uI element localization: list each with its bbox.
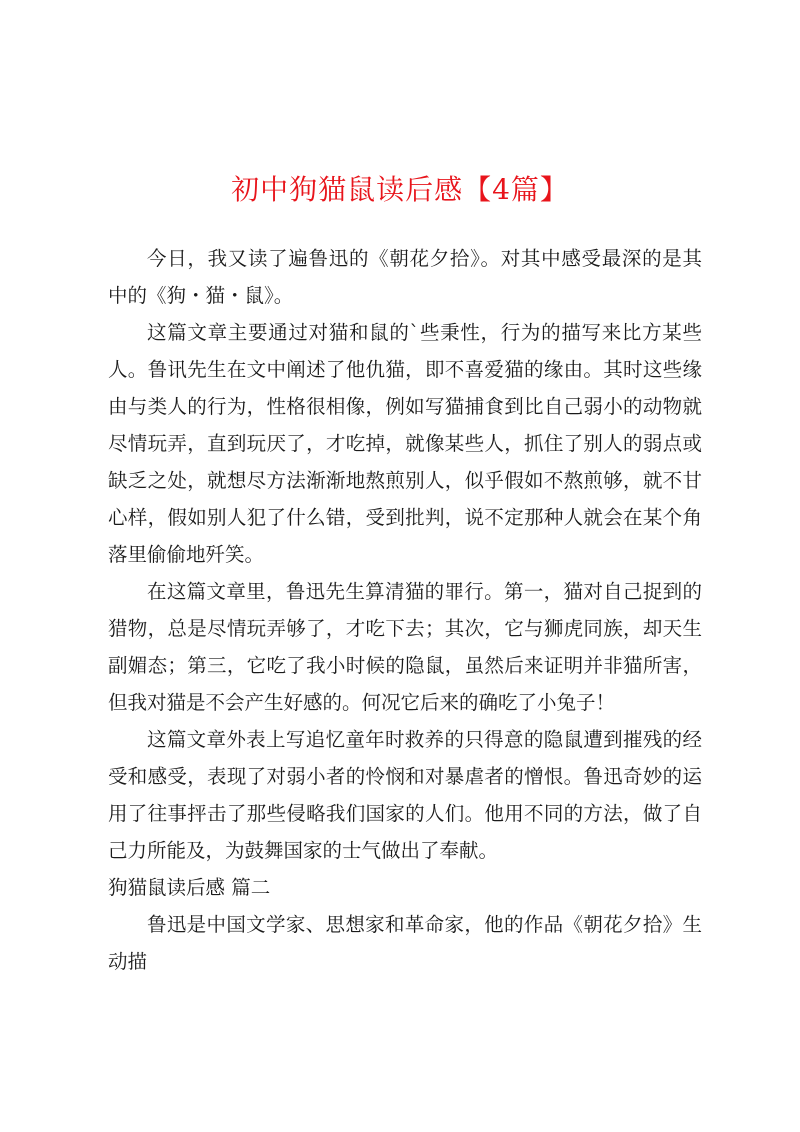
paragraph-4: 这篇文章外表上写追忆童年时救养的只得意的隐鼠遭到摧残的经受和感受，表现了对弱小者的怜悯和对暴虐者的憎恨。鲁迅奇妙的运用了往事抨击了那些侵略我们国家的人们。他用不同的方法，做了自己力所能及，为鼓舞国家的士气做出了奉献。 [108, 728, 702, 862]
paragraph-3: 在这篇文章里，鲁迅先生算清猫的罪行。第一，猫对自己捉到的猎物，总是尽情玩弄够了，才吃下去；其次，它与狮虎同族，却天生副媚态；第三，它吃了我小时候的隐鼠，虽然后来证明并非猫所害，但我对猫是不会产生好感的。何况它后来的确吃了小兔子！ [108, 580, 702, 714]
section-heading: 狗猫鼠读后感 篇二 [108, 876, 271, 899]
paragraph-1: 今日，我又读了遍鲁迅的《朝花夕拾》。对其中感受最深的是其中的《狗・猫・鼠》。 [108, 247, 702, 307]
document-body [108, 240, 702, 980]
paragraph-5: 鲁迅是中国文学家、思想家和革命家，他的作品《朝花夕拾》生动描 [108, 913, 702, 973]
paragraph-2: 这篇文章主要通过对猫和鼠的`些秉性，行为的描写来比方某些人。鲁讯先生在文中阐述了他仇猫，即不喜爱猫的缘由。其时这些缘由与类人的行为，性格很相像，例如写猫捕食到比自己弱小的动物就尽情玩弄，直到玩厌了，才吃掉，就像某些人，抓住了别人的弱点或缺乏之处，就想尽方法渐渐地熬煎别人，似乎假如不熬煎够，就不甘心样，假如别人犯了什么错，受到批判，说不定那种人就会在某个角落里偷偷地歼笑。 [108, 321, 702, 566]
document-title: 初中狗猫鼠读后感【4篇】 [231, 173, 569, 206]
